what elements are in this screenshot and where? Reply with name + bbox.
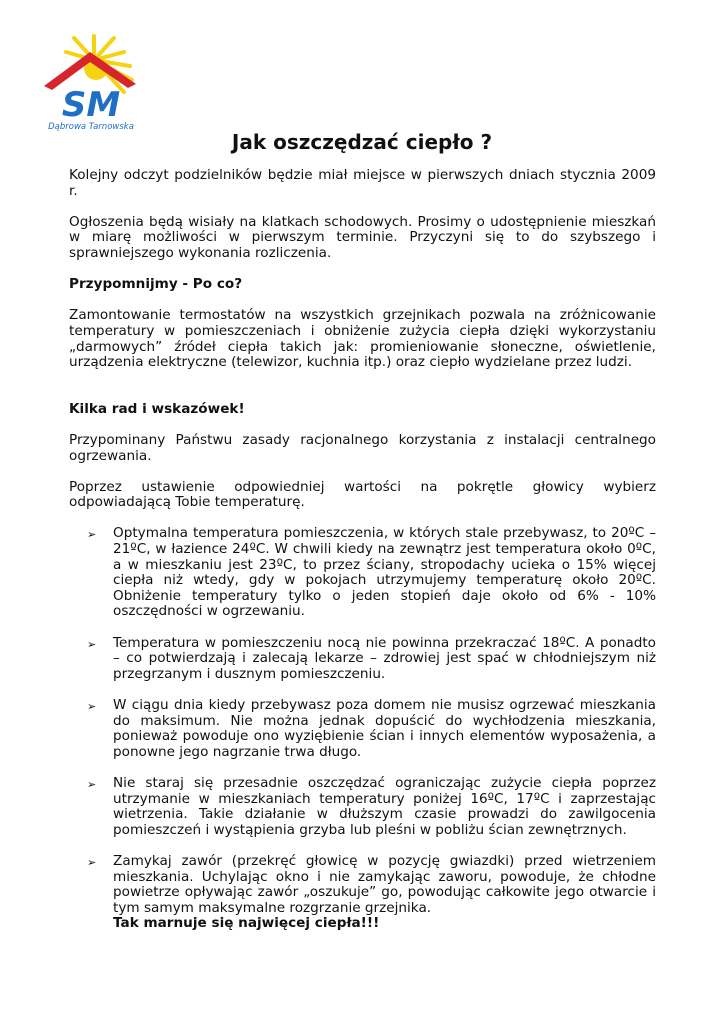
arrow-bullet-icon: ➢ bbox=[87, 700, 97, 713]
list-item-text: Nie staraj się przesadnie oszczędzać ograniczając zużycie ciepła poprzez utrzymanie w mieszkaniach temperatury poniżej 16ºC, 17ºC i zaprzestając wietrzenia. Takie działanie w dłuższym czasie prowadzi do zawilgocenia pomieszczeń i wystąpienia grzyba lub pleśni w pobliżu ścian zewnętrznych. bbox=[113, 774, 656, 838]
list-item-text: Zamykaj zawór (przekręć głowicę w pozycję gwiazdki) przed wietrzeniem mieszkania. Uchylając okno i nie zamykając zaworu, powoduje, że chłodne powietrze opływając zawór „oszukuje” go, powodując całkowite jego otwarcie i tym samym maksymalne rozgrzanie grzejnika. bbox=[113, 852, 656, 916]
arrow-bullet-icon: ➢ bbox=[87, 528, 97, 542]
arrow-bullet-icon: ➢ bbox=[87, 637, 97, 651]
tips-list bbox=[69, 526, 656, 931]
arrow-bullet-icon: ➢ bbox=[87, 777, 97, 791]
sm-logo bbox=[36, 22, 148, 134]
list-item-emphasis: Tak marnuje się najwięcej ciepła!!! bbox=[113, 915, 380, 932]
paragraph-temperature-setting: Poprzez ustawienie odpowiedniej wartości na pokrętle głowicy wybierz odpowiadającą Tobie temperaturę. bbox=[69, 478, 656, 511]
paragraph-thermostats: Zamontowanie termostatów na wszystkich grzejnikach pozwala na zróżnicowanie temperatury w pomieszczeniach i obniżenie zużycia ciepła dzięki wykorzystaniu „darmowych” źródeł ciepła takich jak: promieniowanie słoneczne, oświetlenie, urządzenia elektryczne (telewizor, kuchnia itp.) oraz ciepło wydzielane przez ludzi. bbox=[69, 307, 656, 371]
logo-letters: SM bbox=[61, 85, 121, 125]
list-item bbox=[69, 698, 656, 760]
list-item bbox=[69, 854, 656, 932]
paragraph-announcements: Ogłoszenia będą wisiały na klatkach schodowych. Prosimy o udostępnienie mieszkań w miarę możliwości w pierwszym terminie. Przyczyni się to do szybszego i sprawniejszego wykonania rozliczenia. bbox=[69, 213, 656, 261]
document-body bbox=[69, 168, 656, 948]
paragraph-rules: Przypominany Państwu zasady racjonalnego korzystania z instalacji centralnego ogrzewania. bbox=[69, 431, 656, 464]
list-item bbox=[69, 526, 656, 620]
list-item-text: Optymalna temperatura pomieszczenia, w których stale przebywasz, to 20ºC – 21ºC, w łazience 24ºC. W chwili kiedy na zewnątrz jest temperatura około 0ºC, a w mieszkaniu jest 23ºC, to przez ściany, stropodachy ucieka o 15% więcej ciepła niż wtedy, gdy w pokojach utrzymujemy temperaturę około 20ºC. Obniżenie temperatury tylko o jeden stopień daje około od 6% - 10% oszczędności w ogrzewaniu. bbox=[113, 525, 656, 620]
arrow-bullet-icon: ➢ bbox=[87, 855, 97, 869]
heading-tips: Kilka rad i wskazówek! bbox=[69, 400, 245, 417]
list-item bbox=[69, 776, 656, 838]
list-item bbox=[69, 636, 656, 683]
heading-reminder: Przypomnijmy - Po co? bbox=[69, 276, 243, 293]
logo-subtitle: Dąbrowa Tarnowska bbox=[48, 122, 134, 132]
list-item-text: Temperatura w pomieszczeniu nocą nie powinna przekraczać 18ºC. A ponadto – co potwierdzają i zalecają lekarze – zdrowiej jest spać w chłodniejszym niż przegrzanym i dusznym pomieszczeniu. bbox=[113, 634, 656, 682]
page-title: Jak oszczędzać ciepło ? bbox=[231, 130, 493, 154]
sm-logo-graphic bbox=[36, 22, 148, 134]
list-item-text: W ciągu dnia kiedy przebywasz poza domem nie musisz ogrzewać mieszkania do maksimum. Nie można jednak dopuścić do wychłodzenia mieszkania, ponieważ powoduje ono wyziębienie ścian i innych elementów wyposażenia, a ponowne jego nagrzanie trwa długo. bbox=[113, 697, 656, 760]
paragraph-reading-date: Kolejny odczyt podzielników będzie miał miejsce w pierwszych dniach stycznia 2009 r. bbox=[69, 167, 656, 199]
